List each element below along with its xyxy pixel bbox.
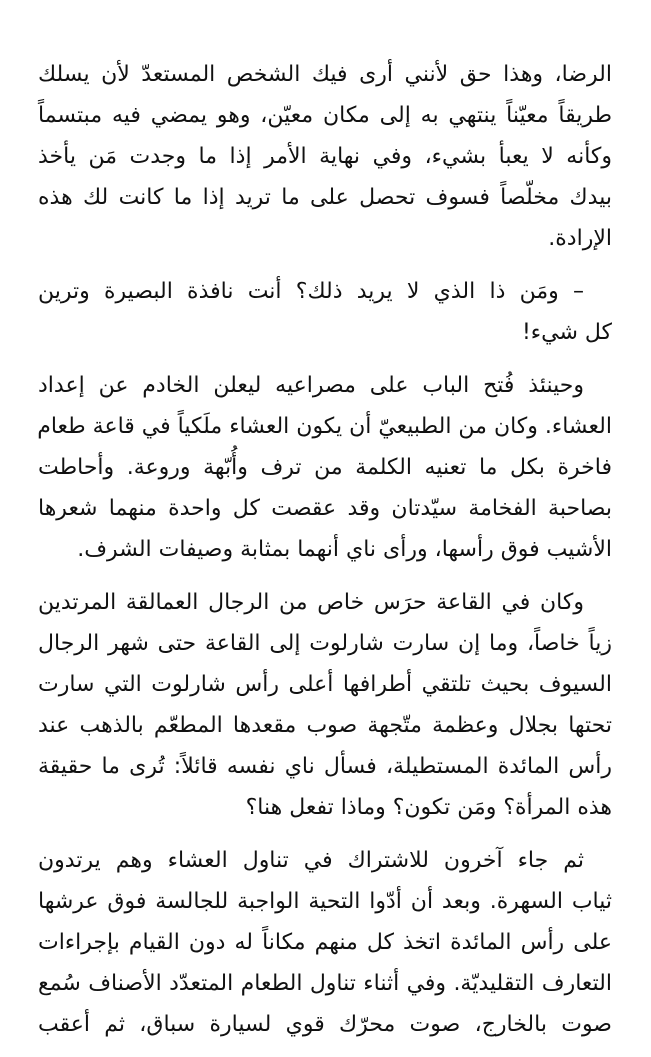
paragraph: [38, 365, 612, 570]
book-page: [38, 54, 612, 1057]
paragraph: [38, 271, 612, 353]
text-line: بيدك مخلّصاً فسوف تحصل على ما تريد إذا ما كانت لك هذه: [38, 185, 612, 210]
paragraph: [38, 840, 612, 1045]
text-line: الرضا، وهذا حق لأنني أرى فيك الشخص المستعدّ لأن يسلك: [38, 62, 612, 87]
text-line: وكأنه لا يعبأ بشيء، وفي نهاية الأمر إذا ما وجدت مَن يأخذ: [38, 144, 612, 169]
text-line: طريقاً معيّناً ينتهي به إلى مكان معيّن، وهو يمضي فيه مبتسماً: [38, 103, 612, 128]
text-line: هذه المرأة؟ ومَن تكون؟ وماذا تفعل هنا؟: [245, 795, 612, 820]
text-line: ثياب السهرة. وبعد أن أدّوا التحية الواجبة للجالسة فوق عرشها: [38, 889, 612, 914]
text-line-content: ثم جاء آخرون للاشتراك في تناول العشاء وهم يرتدون: [38, 848, 584, 873]
text-line: رأس المائدة المستطيلة، فسأل ناي نفسه قائلاً: تُرى ما حقيقة: [38, 754, 612, 779]
text-line: الأشيب فوق رأسها، ورأى ناي أنهما بمثابة وصيفات الشرف.: [77, 537, 612, 562]
text-line: فاخرة بكل ما تعنيه الكلمة من ترف وأُبّهة وروعة. وأحاطت: [38, 455, 612, 480]
text-line: كل شيء!: [521, 320, 612, 345]
text-line: [38, 582, 612, 623]
text-line: على رأس المائدة اتخذ كل منهم مكاناً له دون القيام بإجراءات: [38, 930, 612, 955]
text-line: [38, 271, 612, 312]
text-line: الإرادة.: [548, 226, 612, 251]
text-line: السيوف بحيث تلتقي أطرافها أعلى رأس شارلوت التي سارت: [38, 672, 612, 697]
paragraph: [38, 582, 612, 828]
text-line: [38, 840, 612, 881]
text-line: صوت بالخارج، صوت محرّك قوي لسيارة سباق، ثم أعقب: [38, 1012, 612, 1037]
text-line-content: وحينئذ فُتح الباب على مصراعيه ليعلن الخادم عن إعداد: [38, 373, 584, 398]
paragraph: [38, 54, 612, 259]
text-line-content: وكان في القاعة حرَس خاص من الرجال العمالقة المرتدين: [38, 590, 584, 615]
text-line: العشاء. وكان من الطبيعيّ أن يكون العشاء ملَكياً في قاعة طعام: [37, 414, 612, 439]
text-line: [38, 365, 612, 406]
text-line: بصاحبة الفخامة سيّدتان وقد عقصت كل واحدة منهما شعرها: [38, 496, 612, 521]
text-line: التعارف التقليديّة. وفي أثناء تناول الطعام المتعدّد الأصناف سُمع: [38, 971, 612, 996]
text-line: زياً خاصاً، وما إن سارت شارلوت إلى القاعة حتى شهر الرجال: [38, 631, 612, 656]
text-line-content: – ومَن ذا الذي لا يريد ذلك؟ أنت نافذة البصيرة وترين: [38, 279, 584, 304]
text-line: تحتها بجلال وعظمة متّجهة صوب مقعدها المطعّم بالذهب عند: [38, 713, 612, 738]
